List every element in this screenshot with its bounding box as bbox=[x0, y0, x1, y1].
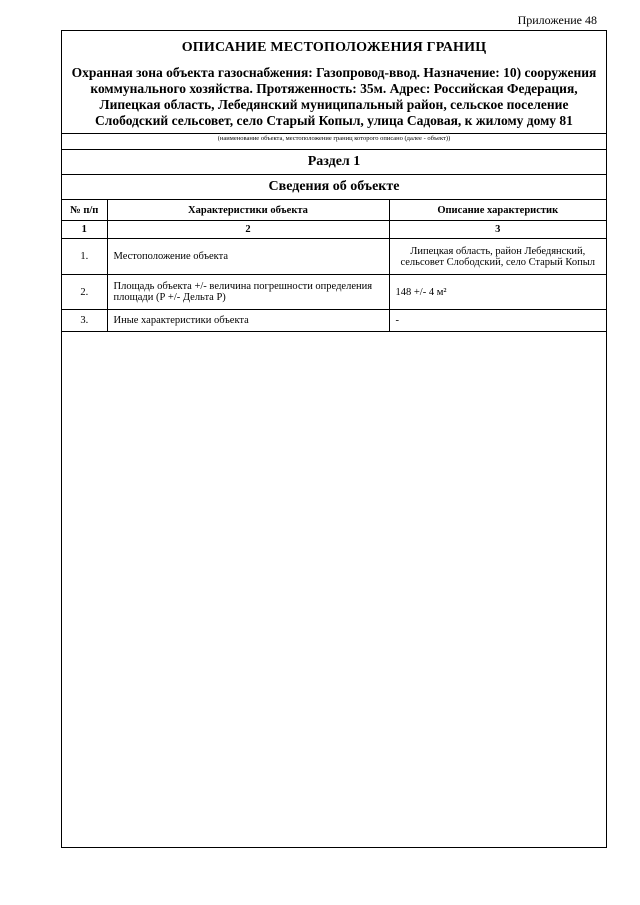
row-characteristic: Площадь объекта +/- величина погрешности определения площади (Р +/- Дельта Р) bbox=[107, 275, 389, 310]
row-number: 2. bbox=[62, 275, 107, 310]
document-frame bbox=[61, 30, 607, 848]
section-subtitle: Сведения об объекте bbox=[62, 174, 606, 199]
object-name: Охранная зона объекта газоснабжения: Газопровод-ввод. Назначение: 10) сооружения коммунального хозяйства. Протяженность: 35м. Адрес: Российская Федерация, Липецкая область, Лебедянский муниципальный район, сельское поселение Слободский сельсовет, село Старый Копыл, улица Садовая, к жилому дому 81 bbox=[71, 65, 597, 128]
header-number: № п/п bbox=[62, 200, 107, 221]
column-number-3: 3 bbox=[389, 221, 606, 239]
appendix-label: Приложение 48 bbox=[517, 13, 597, 27]
header-characteristic: Характеристики объекта bbox=[107, 200, 389, 221]
row-description: Липецкая область, район Лебедянский, сельсовет Слободский, село Старый Копыл bbox=[389, 239, 606, 275]
table-row bbox=[62, 275, 606, 310]
column-number-2: 2 bbox=[107, 221, 389, 239]
section-label: Раздел 1 bbox=[62, 149, 606, 174]
row-description: - bbox=[389, 310, 606, 332]
table-header-row bbox=[62, 200, 606, 221]
table-row bbox=[62, 310, 606, 332]
column-number-1: 1 bbox=[62, 221, 107, 239]
object-info-table bbox=[62, 199, 606, 332]
row-characteristic: Иные характеристики объекта bbox=[107, 310, 389, 332]
column-number-row bbox=[62, 221, 606, 239]
document-title: ОПИСАНИЕ МЕСТОПОЛОЖЕНИЯ ГРАНИЦ bbox=[181, 40, 487, 55]
row-description: 148 +/- 4 м² bbox=[389, 275, 606, 310]
row-characteristic: Местоположение объекта bbox=[107, 239, 389, 275]
object-caption: (наименование объекта, местоположение границ которого описано (далее - объект)) bbox=[217, 135, 451, 142]
row-number: 1. bbox=[62, 239, 107, 275]
table-row bbox=[62, 239, 606, 275]
row-number: 3. bbox=[62, 310, 107, 332]
header-description: Описание характеристик bbox=[389, 200, 606, 221]
